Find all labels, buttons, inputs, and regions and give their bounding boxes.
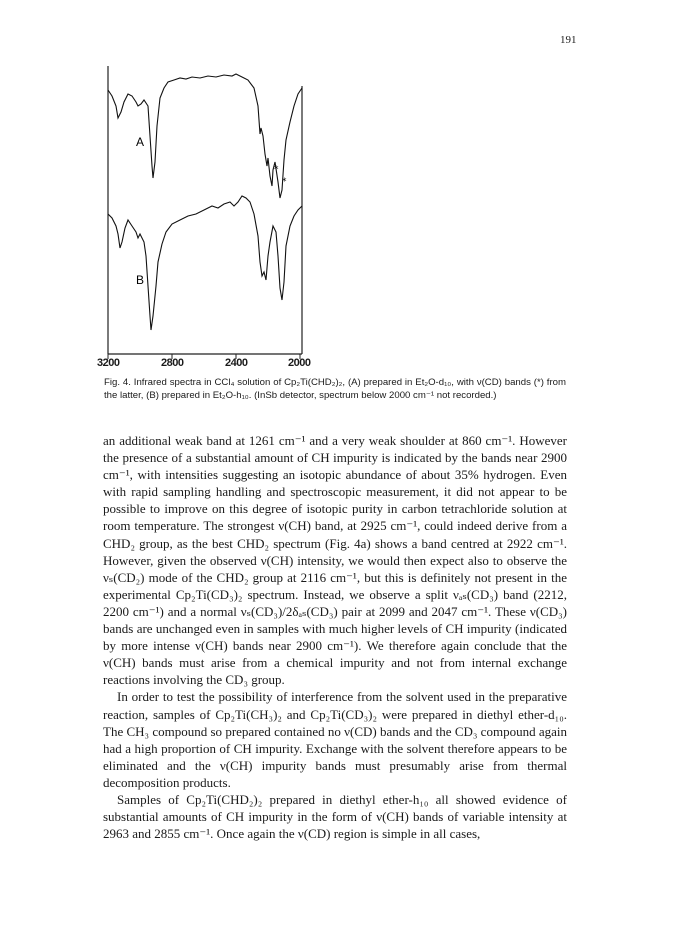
x-tick-label: 2000 [288, 357, 311, 369]
panel-label-a: A [136, 135, 145, 149]
spectrum-b-trace [108, 196, 302, 330]
body-text [103, 432, 567, 842]
x-tick-label: 2800 [161, 357, 184, 369]
figure-caption: Fig. 4. Infrared spectra in CCl₄ solution of Cp₂Ti(CHD₂)₂, (A) prepared in Et₂O-d₁₀, with ν(CD) bands (*) from the latter, (B) prepared in Et₂O-h₁₀. (InSb detector, spectrum below 2000 cm⁻¹ not recorded.) [104, 377, 566, 401]
x-tick-label: 2400 [225, 357, 248, 369]
ir-spectra-figure [108, 66, 310, 366]
cd-band-marker: * [274, 165, 279, 175]
paragraph: an additional weak band at 1261 cm⁻¹ and a very weak shoulder at 860 cm⁻¹. However the presence of a substantial amount of CH impurity is indicated by the bands near 2900 cm⁻¹, with intensities suggesting an isotopic abundance of about 35% hydrogen. Even with rapid sampling handling and spectroscopic measurement, it did not appear to be possible to improve on this degree of isotopic purity in carbon tetrachloride solution at room temperature. The strongest ν(CH) band, at 2925 cm⁻¹, could indeed derive from a CHD₂ group, as the best CHD₂ spectrum (Fig. 4a) shows a band centred at 2922 cm⁻¹. However, given the observed ν(CH) intensity, we would then expect also to observe the νₛ(CD₂) mode of the CHD₂ group at 2116 cm⁻¹, but this is definitely not present in the experimental Cp₂Ti(CD₃)₂ spectrum. Instead, we observe a split νₐₛ(CD₃) band (2212, 2200 cm⁻¹) and a normal νₛ(CD₃)/2δₐₛ(CD₃) pair at 2099 and 2047 cm⁻¹. These ν(CD₃) bands are unchanged even in samples with much higher levels of CH impurity (indicated by more intense ν(CH) bands near 2900 cm⁻¹). We therefore again conclude that the ν(CH) bands must arise from a chemical impurity and not from internal exchange reactions involving the CD₃ group. [103, 433, 567, 688]
paragraph: In order to test the possibility of interference from the solvent used in the preparative reaction, samples of Cp₂Ti(CH₃)₂ and Cp₂Ti(CD₃)₂ were prepared in diethyl ether-d₁₀. The CH₃ compound so prepared contained no ν(CD) bands and the CD₃ compound again had a high proportion of CH impurity. Exchange with the solvent therefore appears to be eliminated and the ν(CH) impurity bands must presumably arise from thermal decomposition products. [103, 689, 567, 790]
spectra-plot [108, 66, 310, 366]
paragraph: Samples of Cp₂Ti(CHD₂)₂ prepared in diethyl ether-h₁₀ all showed evidence of substantial amounts of CH impurity in the form of ν(CH) bands of variable intensity at 2963 and 2855 cm⁻¹. Once again the ν(CD) region is simple in all cases, [103, 791, 567, 842]
page-number: 191 [560, 34, 577, 46]
panel-label-b: B [136, 273, 145, 287]
x-tick-label: 3200 [97, 357, 120, 369]
cd-band-marker: * [282, 177, 287, 187]
